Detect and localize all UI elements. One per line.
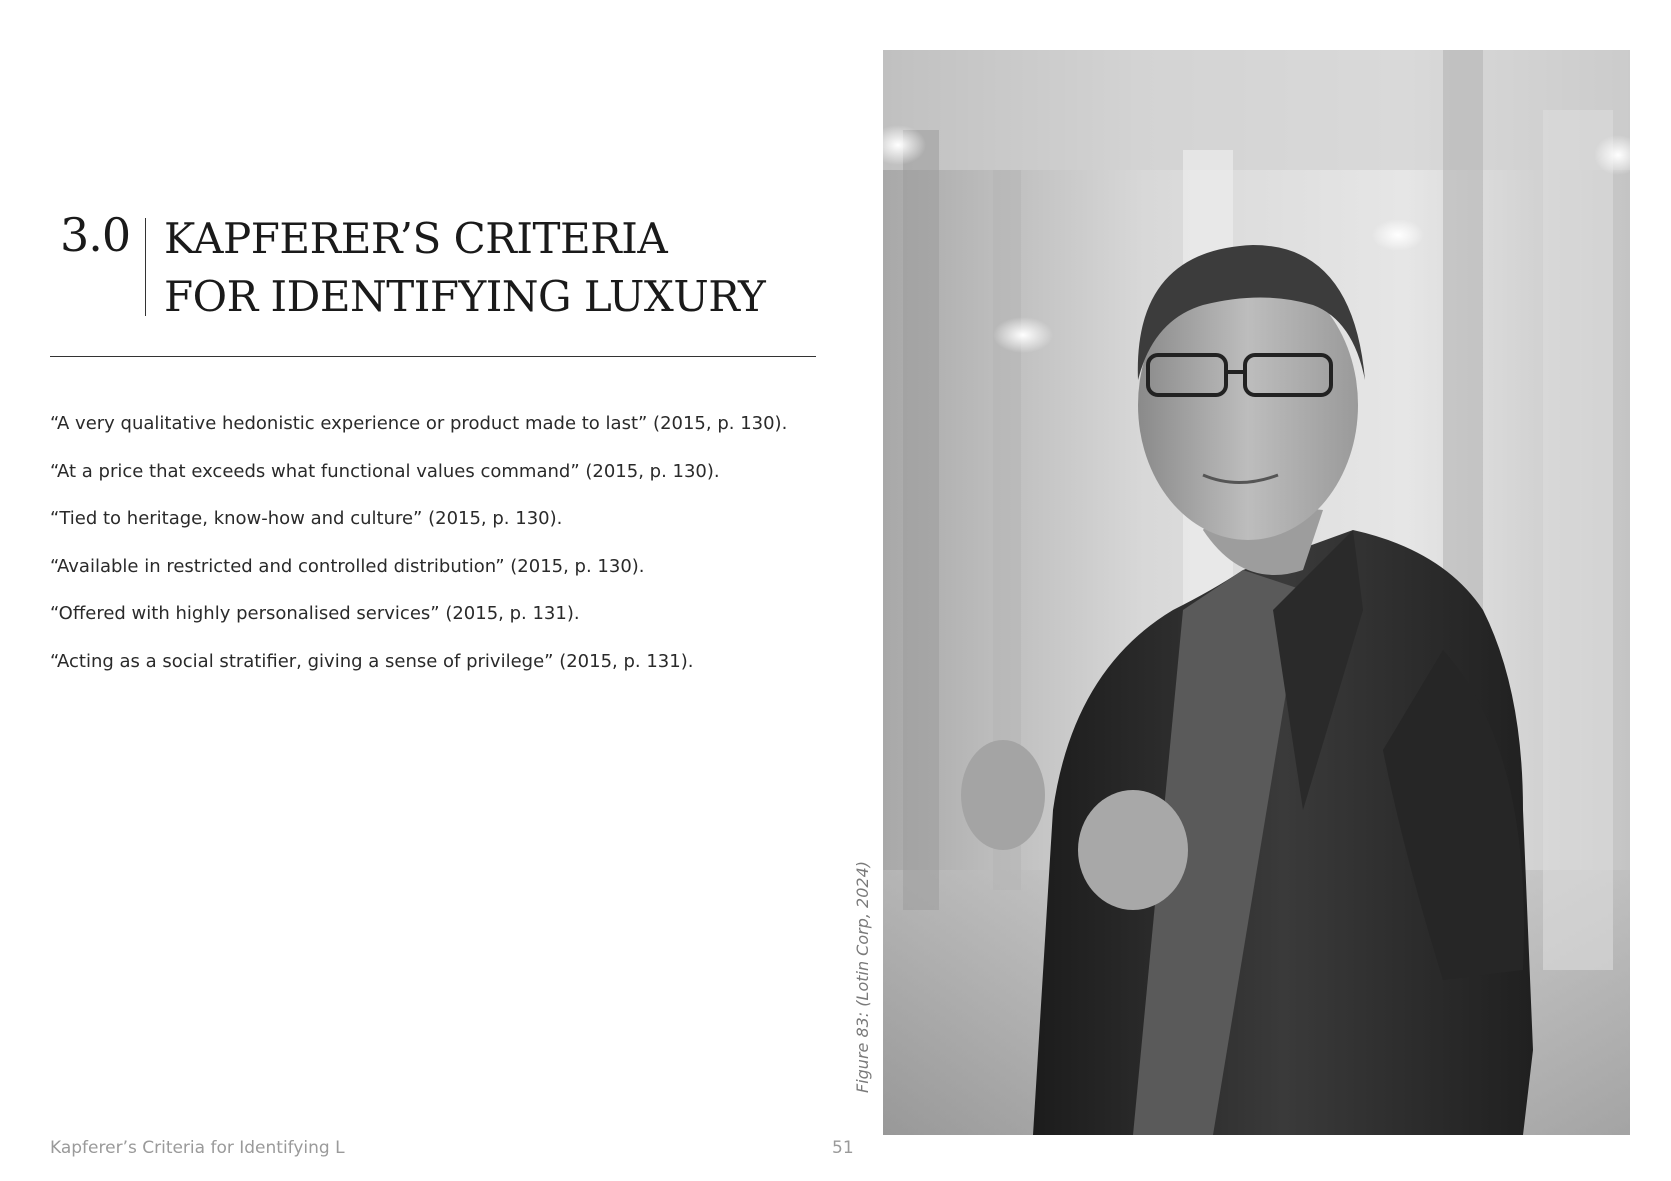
criteria-item: “Offered with highly personalised services” (2015, p. 131). [50,603,580,624]
criteria-item: “Available in restricted and controlled distribution” (2015, p. 130). [50,555,645,577]
section-title [164,210,765,326]
criteria-item: “At a price that exceeds what functional values command” (2015, p. 130). [50,460,720,482]
page-number: 51 [832,1138,854,1158]
title-rule [50,356,816,357]
section-title-line-1: KAPFERER’S CRITERIA [164,214,668,263]
section-title-line-2: FOR IDENTIFYING LUXURY [164,272,766,321]
heading-divider [145,218,146,316]
footer-running-title: Kapferer’s Criteria for Identifying L [50,1138,345,1158]
figure-caption: Figure 83: (Lotin Corp, 2024) [853,860,872,1093]
portrait-photo [883,50,1630,1135]
criteria-item: “Tied to heritage, know-how and culture” (2015, p. 130). [50,508,563,529]
portrait-illustration [883,50,1630,1135]
criteria-item: “A very qualitative hedonistic experience or product made to last” (2015, p. 130). [50,413,788,434]
criteria-item: “Acting as a social stratifier, giving a sense of privilege” (2015, p. 131). [50,650,694,672]
section-number: 3.0 [60,208,131,262]
criteria-list [50,410,787,695]
